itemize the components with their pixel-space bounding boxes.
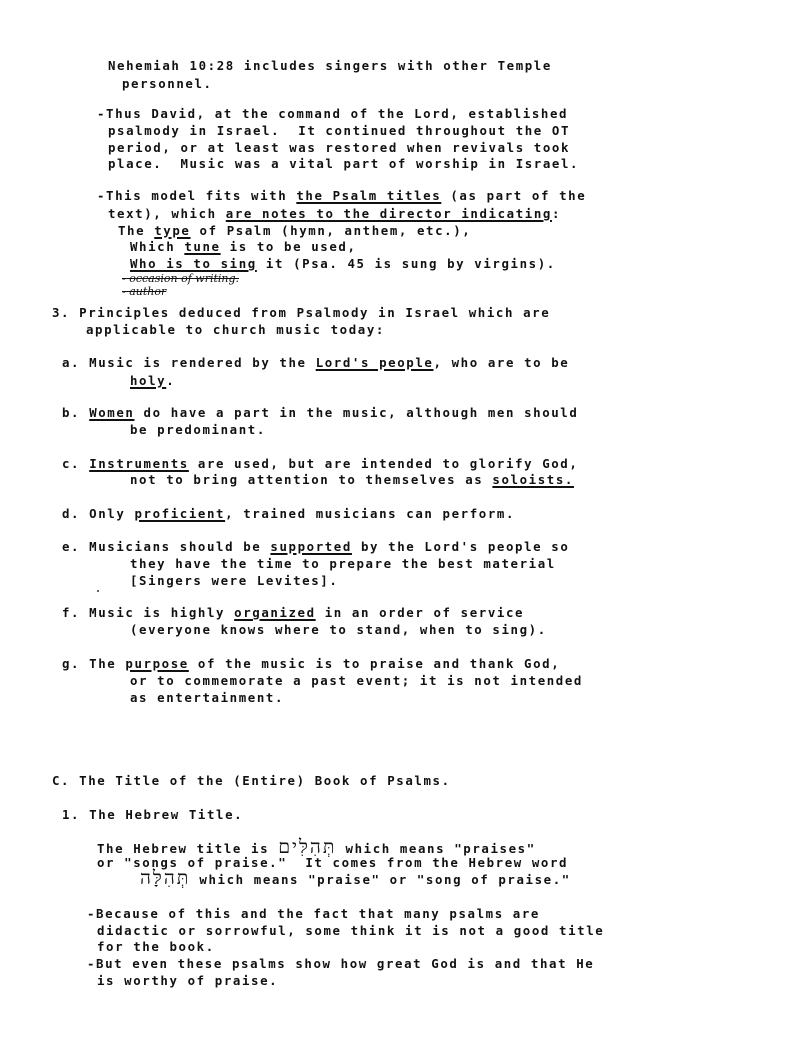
text-line: Who is to sing it (Psa. 45 is sung by virgins). (130, 256, 556, 271)
text-line: is worthy of praise. (97, 973, 279, 988)
list-item: or to commemorate a past event; it is not intended (130, 673, 583, 688)
section-heading: applicable to church music today: (86, 322, 385, 337)
stray-mark (97, 590, 99, 592)
handwritten-note: - occasion of writing. (122, 272, 240, 285)
list-item: as entertainment. (130, 690, 285, 705)
text-line: or "songs of praise." It comes from the Hebrew word (97, 855, 569, 870)
text-line: period, or at least was restored when revivals took (108, 140, 571, 155)
list-item: c. Instruments are used, but are intended to glorify God, (62, 456, 579, 471)
handwritten-note: - author (122, 285, 167, 298)
list-item: a. Music is rendered by the Lord's people, who are to be (62, 355, 570, 370)
list-item: they have the time to prepare the best material (130, 556, 556, 571)
section-heading: C. The Title of the (Entire) Book of Psalms. (52, 773, 451, 788)
text-line: -Thus David, at the command of the Lord, established (97, 106, 569, 121)
text-line: psalmody in Israel. It continued throughout the OT (108, 123, 571, 138)
list-item: be predominant. (130, 422, 266, 437)
list-item: holy. (130, 373, 176, 388)
text-line: personnel. (122, 76, 213, 91)
text-line: -This model fits with the Psalm titles (as part of the (97, 188, 587, 203)
subsection-heading: 1. The Hebrew Title. (62, 807, 244, 822)
list-item: e. Musicians should be supported by the Lord's people so (62, 539, 570, 554)
text-line: -Because of this and the fact that many psalms are (87, 906, 540, 921)
text-line: text), which are notes to the director indicating: (108, 206, 561, 221)
text-line: Which tune is to be used, (130, 239, 357, 254)
list-item: [Singers were Levites]. (130, 573, 339, 588)
list-item: not to bring attention to themselves as soloists. (130, 472, 574, 487)
text-line: didactic or sorrowful, some think it is not a good title (97, 923, 605, 938)
text-line: תְּהִלָּה which means "praise" or "song of praise." (140, 867, 571, 889)
list-item: b. Women do have a part in the music, although men should (62, 405, 579, 420)
hebrew-word: תְּהִלָּה (140, 867, 191, 889)
text-line: for the book. (97, 939, 215, 954)
section-heading: 3. Principles deduced from Psalmody in Israel which are (52, 305, 551, 320)
text-line: -But even these psalms show how great God is and that He (87, 956, 595, 971)
list-item: g. The purpose of the music is to praise and thank God, (62, 656, 561, 671)
list-item: d. Only proficient, trained musicians can perform. (62, 506, 516, 521)
text-line: place. Music was a vital part of worship in Israel. (108, 156, 580, 171)
list-item: f. Music is highly organized in an order of service (62, 605, 525, 620)
list-item: (everyone knows where to stand, when to sing). (130, 622, 547, 637)
text-line: The type of Psalm (hymn, anthem, etc.), (118, 223, 472, 238)
text-line: Nehemiah 10:28 includes singers with other Temple (108, 58, 552, 73)
hebrew-word: תְּהִלִּים (278, 836, 337, 858)
text-line: The Hebrew title is תְּהִלִּים which means "praises" (97, 836, 536, 858)
